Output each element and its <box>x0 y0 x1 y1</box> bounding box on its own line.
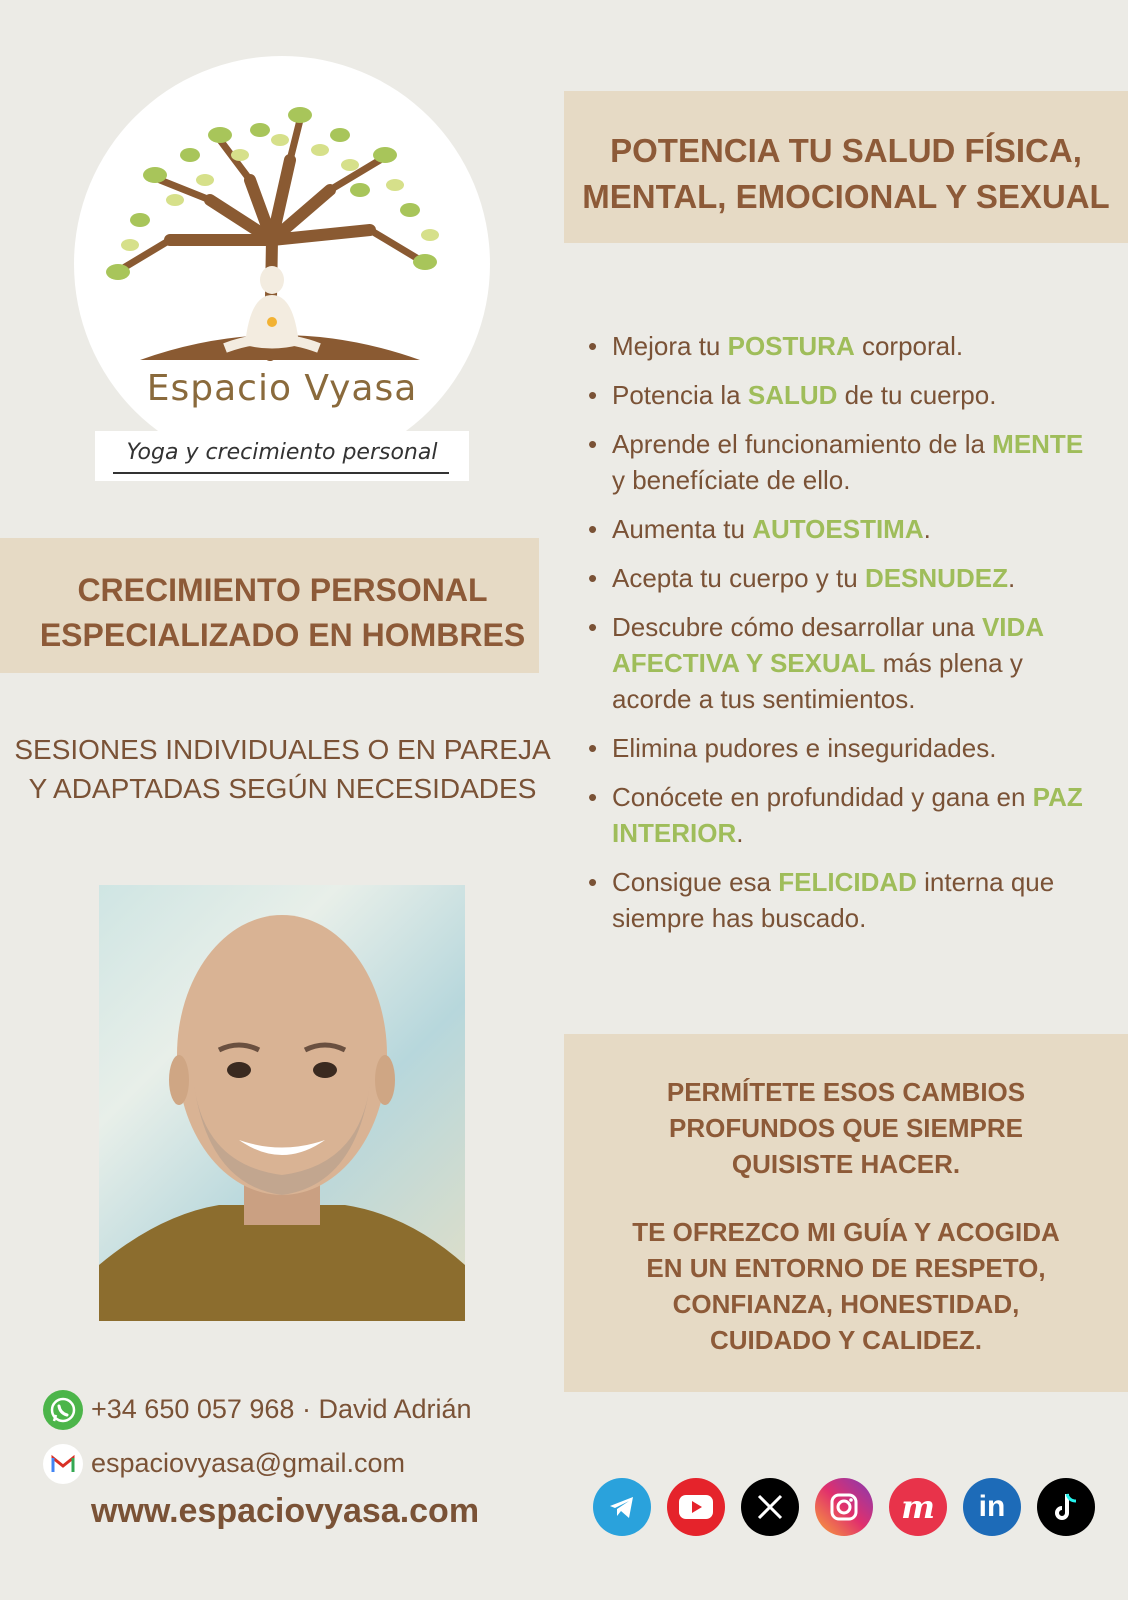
right-headline <box>564 128 1128 220</box>
message-offer-line2: EN UN ENTORNO DE RESPETO, <box>646 1253 1046 1283</box>
left-headline <box>0 568 565 658</box>
message-offer-line3: CONFIANZA, HONESTIDAD, <box>672 1289 1020 1319</box>
list-item: • Potencia la SALUD de tu cuerpo. <box>588 377 1088 413</box>
sessions-line2: Y ADAPTADAS SEGÚN NECESIDADES <box>28 773 537 804</box>
x-icon[interactable] <box>741 1478 799 1536</box>
website-link[interactable]: www.espaciovyasa.com <box>91 1492 480 1530</box>
tiktok-icon[interactable] <box>1037 1478 1095 1536</box>
list-item: • Aumenta tu AUTOESTIMA. <box>588 511 1088 547</box>
left-headline-line1: CRECIMIENTO PERSONAL <box>77 572 488 608</box>
message-changes-line2: PROFUNDOS QUE SIEMPRE <box>669 1113 1023 1143</box>
gmail-icon[interactable] <box>43 1444 83 1484</box>
telegram-icon[interactable] <box>593 1478 651 1536</box>
list-item: • Descubre cómo desarrollar una VIDA AFECTIVA Y SEXUAL más plena y acorde a tus sentimientos. <box>588 609 1088 717</box>
whatsapp-icon[interactable] <box>43 1390 83 1430</box>
youtube-icon[interactable] <box>667 1478 725 1536</box>
message-changes-line1: PERMÍTETE ESOS CAMBIOS <box>666 1077 1026 1107</box>
logo-name: Espacio Vyasa <box>146 368 418 409</box>
list-item: • Elimina pudores e inseguridades. <box>588 730 1088 766</box>
list-item: • Conócete en profundidad y gana en PAZ INTERIOR. <box>588 779 1088 851</box>
right-headline-line1: POTENCIA TU SALUD FÍSICA, <box>610 132 1082 169</box>
benefits-list <box>588 328 1088 949</box>
list-item: • Mejora tu POSTURA corporal. <box>588 328 1088 364</box>
list-item: • Consigue esa FELICIDAD interna que siempre has buscado. <box>588 864 1088 936</box>
instagram-icon[interactable] <box>815 1478 873 1536</box>
logo-tagline: Yoga y crecimiento personal <box>126 440 438 465</box>
linkedin-icon[interactable]: in <box>963 1478 1021 1536</box>
right-headline-line2: MENTAL, EMOCIONAL Y SEXUAL <box>582 178 1110 215</box>
tree-logo-icon <box>100 90 460 380</box>
message-changes <box>564 1074 1128 1182</box>
message-offer-line1: TE OFREZCO MI GUÍA Y ACOGIDA <box>632 1217 1060 1247</box>
message-changes-line3: QUISISTE HACER. <box>731 1149 961 1179</box>
list-item: • Aprende el funcionamiento de la MENTE y benefíciate de ello. <box>588 426 1088 498</box>
list-item: • Acepta tu cuerpo y tu DESNUDEZ. <box>588 560 1088 596</box>
message-offer-line4: CUIDADO Y CALIDEZ. <box>709 1325 983 1355</box>
meetup-icon[interactable]: m <box>889 1478 947 1536</box>
phone-number[interactable]: +34 650 057 968 · David Adrián <box>91 1394 472 1424</box>
portrait-photo <box>99 885 465 1321</box>
message-offer <box>564 1214 1128 1358</box>
logo-tagline-underline <box>113 472 449 474</box>
left-headline-line2: ESPECIALIZADO EN HOMBRES <box>39 617 526 653</box>
email-address[interactable]: espaciovyasa@gmail.com <box>91 1448 406 1478</box>
sessions-text <box>0 730 565 808</box>
sessions-line1: SESIONES INDIVIDUALES O EN PAREJA <box>14 734 551 765</box>
